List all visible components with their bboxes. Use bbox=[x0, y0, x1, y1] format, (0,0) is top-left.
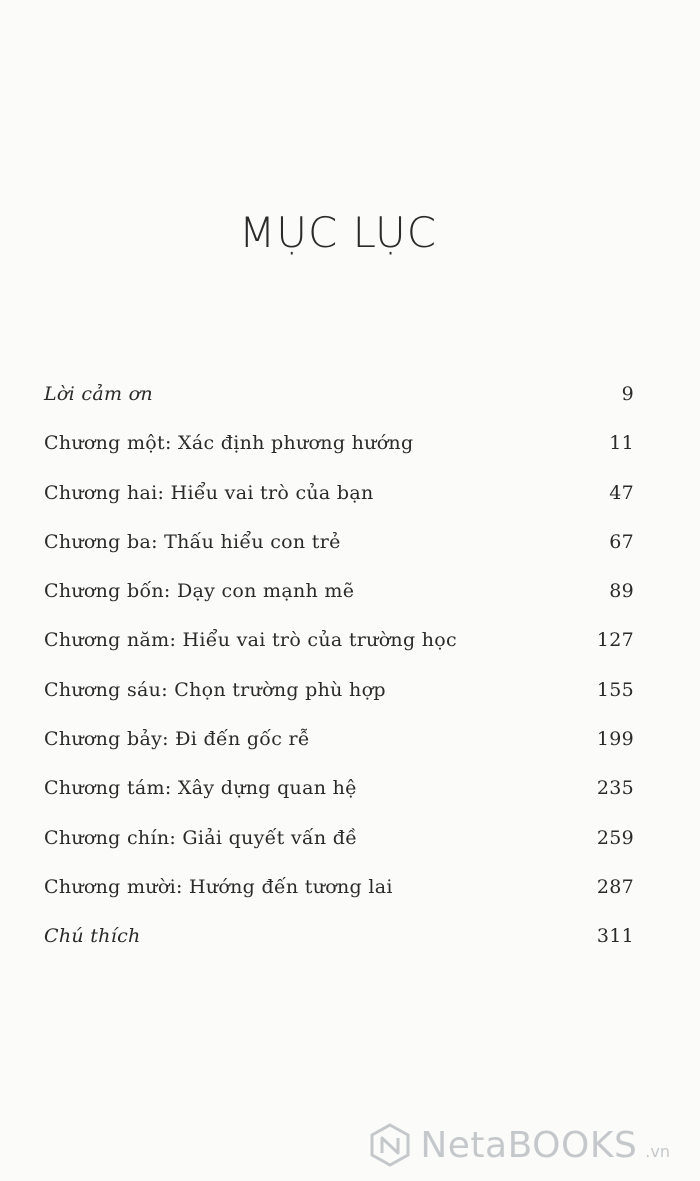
toc-entry-page: 67 bbox=[609, 530, 634, 553]
toc-entry bbox=[44, 827, 634, 876]
toc-entry bbox=[44, 777, 634, 826]
toc-entry bbox=[44, 629, 634, 678]
toc-entry bbox=[44, 679, 634, 728]
toc-entry-label: Chương chín: Giải quyết vấn đề bbox=[44, 826, 358, 849]
toc-entry-label: Chương năm: Hiểu vai trò của trường học bbox=[44, 629, 457, 652]
toc-entry-page: 11 bbox=[609, 432, 634, 455]
toc-entry-label: Chương ba: Thấu hiểu con trẻ bbox=[44, 530, 341, 553]
toc-entry bbox=[44, 580, 634, 629]
table-of-contents bbox=[44, 383, 634, 975]
toc-entry bbox=[44, 432, 634, 481]
toc-entry-label: Chương bảy: Đi đến gốc rễ bbox=[44, 728, 310, 751]
toc-entry-page: 155 bbox=[596, 678, 634, 701]
toc-entry-label: Chú thích bbox=[44, 925, 141, 948]
toc-entry-page: 47 bbox=[609, 481, 634, 504]
toc-entry bbox=[44, 728, 634, 777]
toc-entry-page: 89 bbox=[609, 580, 634, 603]
watermark-text: NetaBOOKS bbox=[420, 1124, 638, 1166]
toc-entry-page: 287 bbox=[596, 875, 634, 898]
toc-entry-page: 127 bbox=[596, 629, 634, 652]
toc-entry-label: Chương một: Xác định phương hướng bbox=[44, 432, 414, 455]
toc-entry-label: Chương sáu: Chọn trường phù hợp bbox=[44, 678, 386, 701]
toc-entry bbox=[44, 482, 634, 531]
watermark-suffix: .vn bbox=[645, 1142, 670, 1161]
toc-entry-page: 199 bbox=[596, 728, 634, 751]
toc-entry-label: Lời cảm ơn bbox=[44, 383, 153, 405]
toc-entry bbox=[44, 383, 634, 432]
toc-entry bbox=[44, 531, 634, 580]
toc-entry-page: 9 bbox=[621, 383, 634, 405]
toc-entry bbox=[44, 876, 634, 925]
toc-entry bbox=[44, 925, 634, 974]
page-title: MỤC LỤC bbox=[238, 208, 438, 258]
toc-entry-page: 259 bbox=[596, 826, 634, 849]
toc-entry-label: Chương bốn: Dạy con mạnh mẽ bbox=[44, 580, 355, 603]
toc-entry-page: 311 bbox=[596, 925, 634, 948]
toc-entry-label: Chương hai: Hiểu vai trò của bạn bbox=[44, 481, 374, 504]
netabooks-logo-icon bbox=[368, 1123, 412, 1167]
toc-entry-page: 235 bbox=[596, 777, 634, 800]
toc-entry-label: Chương mười: Hướng đến tương lai bbox=[44, 875, 393, 898]
watermark bbox=[368, 1123, 670, 1167]
toc-entry-label: Chương tám: Xây dựng quan hệ bbox=[44, 777, 357, 800]
